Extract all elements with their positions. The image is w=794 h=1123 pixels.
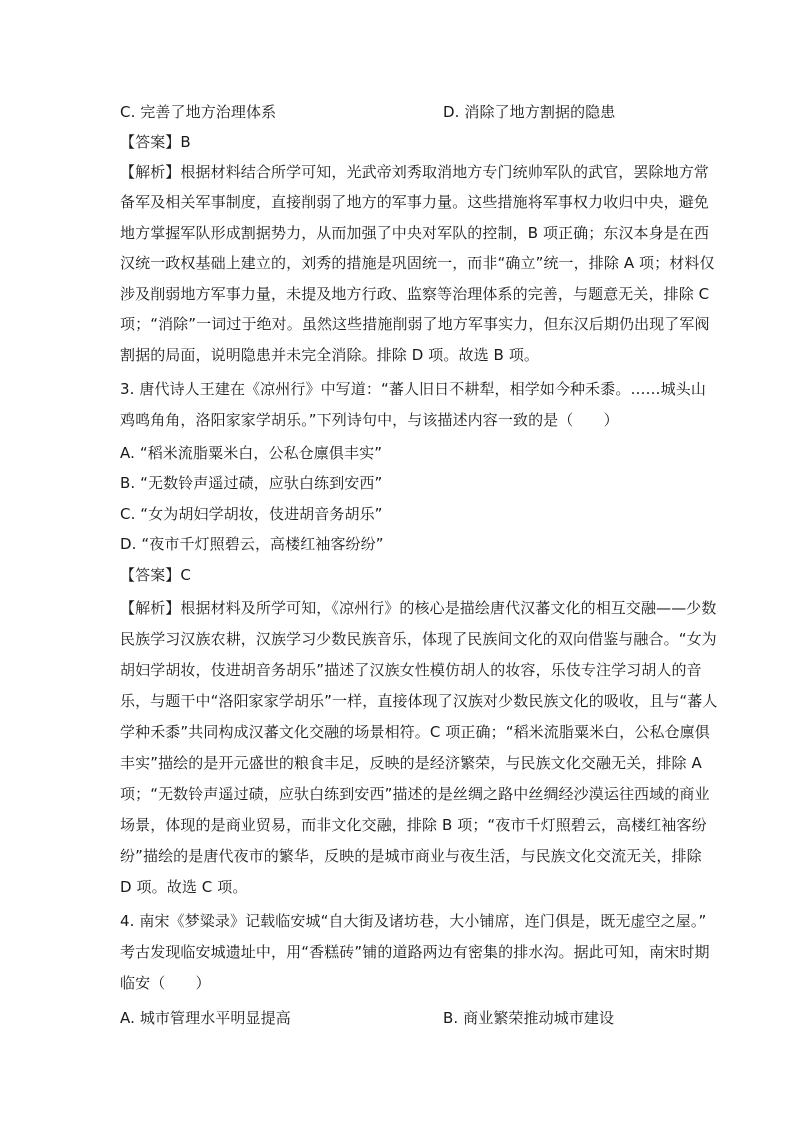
q2-option-c: C. 完善了地方治理体系	[120, 103, 277, 121]
q3-analysis-line: 乐，与题干中“洛阳家家学胡乐”一样，直接体现了汉族对少数民族文化的吸收，且与“蕃人	[120, 692, 718, 710]
q3-option-c: C. “女为胡妇学胡妆，伎进胡音务胡乐”	[120, 505, 383, 523]
q3-option-d: D. “夜市千灯照碧云，高楼红袖客纷纷”	[120, 535, 384, 553]
q2-analysis-line: 汉统一政权基础上建立的，刘秀的措施是巩固统一，而非“确立”统一，排除 A 项；材料仅	[120, 254, 715, 272]
q3-analysis-line: 纷”描绘的是唐代夜市的繁华，反映的是城市商业与夜生活，与民族文化交流无关，排除	[120, 847, 702, 865]
q3-analysis-line: 丰实”描绘的是开元盛世的粮食丰足，反映的是经济繁荣，与民族文化交融无关，排除 A	[120, 754, 702, 772]
q2-analysis-line: 涉及削弱地方军事力量，未提及地方行政、监察等治理体系的完善，与题意无关，排除 C	[120, 285, 710, 303]
q3-analysis-line: 场景，体现的是商业贸易，而非文化交融，排除 B 项；“夜市千灯照碧云，高楼红袖客纷	[120, 816, 707, 834]
q4-option-a: A. 城市管理水平明显提高	[120, 1009, 291, 1027]
q4-stem-line: 考古发现临安城遗址中，用“香糕砖”铺的道路两边有密集的排水沟。据此可知，南宋时期	[120, 943, 710, 961]
q3-analysis-line: 项；“无数铃声遥过碛，应驮白练到安西”描述的是丝绸之路中丝绸经沙漠运往西域的商业	[120, 785, 710, 803]
q3-option-a: A. “稻米流脂粟米白，公私仓廪俱丰实”	[120, 444, 383, 462]
q4-stem-line: 临安（ ）	[120, 974, 211, 992]
q2-analysis-line: 地方掌握军队形成割据势力，从而加强了中央对军队的控制，B 项正确；东汉本身是在西	[120, 224, 710, 242]
q3-analysis-line: 胡妇学胡妆，伎进胡音务胡乐”描述了汉族女性模仿胡人的妆容，乐伎专注学习胡人的音	[120, 661, 702, 679]
q3-analysis-line: D 项。故选 C 项。	[120, 878, 248, 896]
q4-option-b: B. 商业繁荣推动城市建设	[443, 1009, 615, 1027]
q3-analysis-line: 学种禾黍”共同构成汉蕃文化交融的场景相符。C 项正确；“稻米流脂粟米白，公私仓廪俱	[120, 723, 710, 741]
q2-answer: 【答案】B	[120, 133, 191, 151]
q2-analysis-line: 备军及相关军事制度，直接削弱了地方的军事力量。这些措施将军事权力收归中央，避免	[120, 193, 709, 211]
q3-stem-line: 鸡鸣角角，洛阳家家学胡乐。”下列诗句中，与该描述内容一致的是（ ）	[120, 411, 619, 429]
q2-option-d: D. 消除了地方割据的隐患	[443, 103, 616, 121]
q3-analysis-line: 【解析】根据材料及所学可知，《凉州行》的核心是描绘唐代汉蕃文化的相互交融——少数	[120, 599, 717, 617]
q2-analysis-line: 【解析】根据材料结合所学可知，光武帝刘秀取消地方专门统帅军队的武官，罢除地方常	[120, 163, 709, 181]
q4-stem-line: 4. 南宋《梦粱录》记载临安城“自大街及诸坊巷，大小铺席，连门俱是，既无虚空之屋。”	[120, 912, 707, 930]
q3-answer: 【答案】C	[120, 566, 191, 584]
q3-option-b: B. “无数铃声遥过碛，应驮白练到安西”	[120, 474, 383, 492]
q2-analysis-line: 割据的局面，说明隐患并未完全消除。排除 D 项。故选 B 项。	[120, 346, 540, 364]
q3-stem-line: 3. 唐代诗人王建在《凉州行》中写道：“蕃人旧日不耕犁，相学如今种禾黍。……城头山	[120, 380, 706, 398]
q3-analysis-line: 民族学习汉族农耕，汉族学习少数民族音乐，体现了民族间文化的双向借鉴与融合。“女为	[120, 630, 717, 648]
q2-analysis-line: 项；“消除”一词过于绝对。虽然这些措施削弱了地方军事实力，但东汉后期仍出现了军阀	[120, 315, 710, 333]
